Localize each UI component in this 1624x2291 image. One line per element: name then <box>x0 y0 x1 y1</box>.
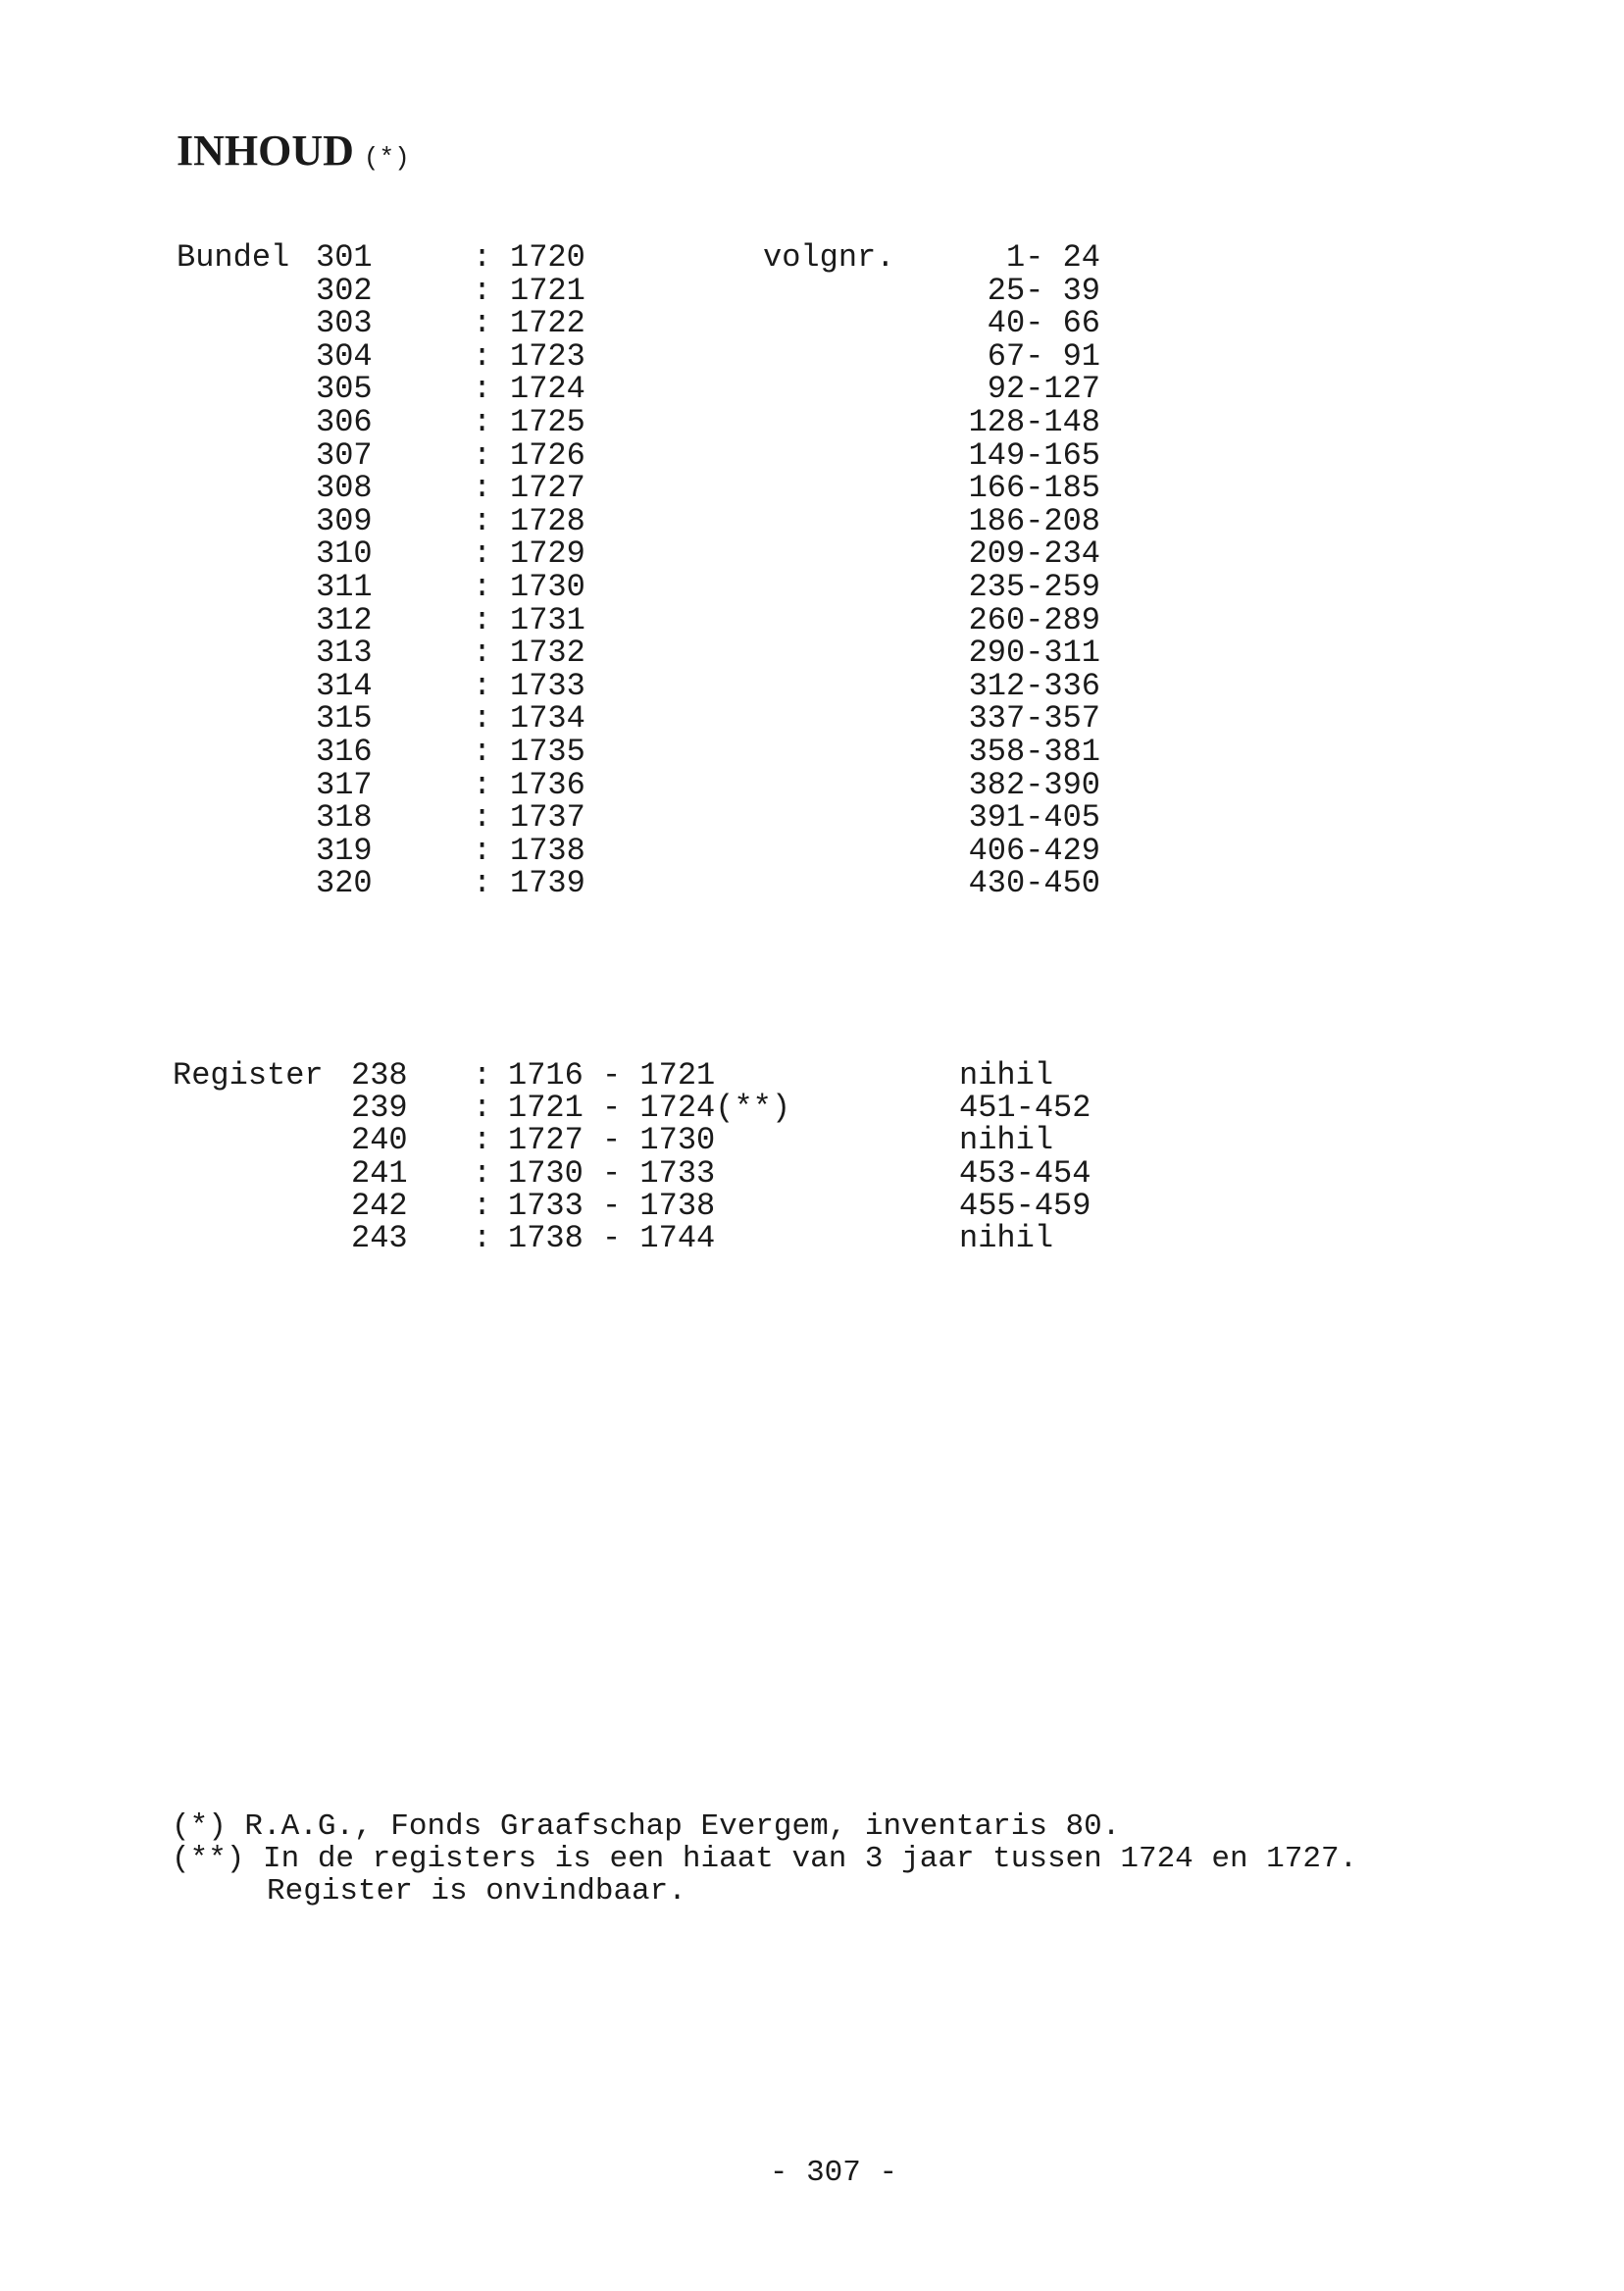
volgnr-range: 406-429 <box>968 832 1100 869</box>
separator-colon: : <box>473 535 492 573</box>
volgnr-range: 337-357 <box>968 700 1100 738</box>
volgnr-range: 391-405 <box>968 799 1100 837</box>
bundel-year: 1735 <box>510 734 585 770</box>
volgnr-range: 92-127 <box>987 371 1100 408</box>
bundel-year: 1725 <box>510 404 585 440</box>
bundel-row <box>0 571 1624 604</box>
separator-colon: : <box>473 1187 492 1224</box>
separator-colon: : <box>473 436 492 474</box>
page-title <box>177 126 410 176</box>
bundel-year: 1720 <box>510 239 585 276</box>
bundel-year: 1730 <box>510 569 585 605</box>
separator-colon: : <box>473 1122 492 1159</box>
register-row <box>0 1187 1624 1224</box>
bundel-label: Bundel <box>177 239 290 276</box>
separator-colon: : <box>473 1090 492 1127</box>
separator-colon: : <box>473 700 492 738</box>
volgnr-range: 166-185 <box>968 470 1100 507</box>
register-years: 1727 - 1730 <box>508 1122 716 1159</box>
volgnr-range: 128-148 <box>968 404 1100 440</box>
bundel-number: 312 <box>316 601 373 638</box>
bundel-row <box>0 601 1624 638</box>
separator-colon: : <box>473 601 492 638</box>
bundel-year: 1738 <box>510 832 585 869</box>
volgnr-range: 312-336 <box>968 667 1100 704</box>
volgnr-range: 358-381 <box>968 734 1100 770</box>
bundel-row <box>0 241 1624 275</box>
bundel-row <box>0 702 1624 736</box>
bundel-year: 1732 <box>510 635 585 672</box>
separator-colon: : <box>473 766 492 803</box>
title-text: INHOUD <box>177 127 354 175</box>
bundel-year: 1734 <box>510 700 585 738</box>
separator-colon: : <box>473 865 492 902</box>
register-volgnr: 451-452 <box>959 1090 1091 1127</box>
separator-colon: : <box>473 667 492 704</box>
footnote-2-line-2: Register is onvindbaar. <box>267 1874 686 1909</box>
register-label: Register <box>173 1057 324 1094</box>
separator-colon: : <box>473 502 492 539</box>
volgnr-range: 382-390 <box>968 766 1100 803</box>
bundel-row <box>0 337 1624 375</box>
bundel-year: 1727 <box>510 470 585 507</box>
register-number: 241 <box>351 1154 408 1192</box>
bundel-row <box>0 636 1624 670</box>
volgnr-range: 235-259 <box>968 569 1100 605</box>
volgnr-range: 40- 66 <box>987 305 1100 342</box>
bundel-row <box>0 406 1624 439</box>
register-row <box>0 1222 1624 1255</box>
register-row <box>0 1124 1624 1157</box>
volgnr-range: 260-289 <box>968 601 1100 638</box>
bundel-row <box>0 736 1624 769</box>
bundel-number: 301 <box>316 239 373 276</box>
bundel-number: 307 <box>316 436 373 474</box>
volgnr-range: 1- 24 <box>1005 239 1100 276</box>
register-number: 240 <box>351 1122 408 1159</box>
bundel-row <box>0 667 1624 704</box>
bundel-number: 310 <box>316 535 373 573</box>
bundel-number: 317 <box>316 766 373 803</box>
register-row <box>0 1154 1624 1192</box>
register-row <box>0 1059 1624 1093</box>
register-years: 1721 - 1724(**) <box>508 1090 791 1127</box>
separator-colon: : <box>473 272 492 309</box>
bundel-number: 305 <box>316 371 373 408</box>
bundel-number: 309 <box>316 502 373 539</box>
bundel-row <box>0 272 1624 309</box>
bundel-year: 1724 <box>510 371 585 408</box>
bundel-year: 1729 <box>510 535 585 573</box>
register-row <box>0 1092 1624 1125</box>
volgnr-range: 25- 39 <box>987 272 1100 309</box>
bundel-number: 303 <box>316 305 373 342</box>
separator-colon: : <box>473 832 492 869</box>
separator-colon: : <box>473 1154 492 1192</box>
register-volgnr: 455-459 <box>959 1187 1091 1224</box>
footnote-2-line-1: (**) In de registers is een hiaat van 3 jaar tussen 1724 en 1727. <box>172 1842 1358 1876</box>
register-years: 1733 - 1738 <box>508 1187 716 1224</box>
volgnr-range: 67- 91 <box>987 337 1100 375</box>
separator-colon: : <box>473 337 492 375</box>
bundel-row <box>0 801 1624 835</box>
bundel-number: 311 <box>316 569 373 605</box>
bundel-year: 1728 <box>510 502 585 539</box>
separator-colon: : <box>473 470 492 507</box>
bundel-year: 1721 <box>510 272 585 309</box>
register-volgnr: nihil <box>959 1220 1054 1256</box>
separator-colon: : <box>473 569 492 605</box>
bundel-year: 1736 <box>510 766 585 803</box>
register-number: 243 <box>351 1220 408 1256</box>
bundel-year: 1723 <box>510 337 585 375</box>
bundel-row <box>0 537 1624 571</box>
bundel-number: 315 <box>316 700 373 738</box>
bundel-row <box>0 472 1624 505</box>
bundel-row <box>0 766 1624 803</box>
footnote-1: (*) R.A.G., Fonds Graafschap Evergem, inventaris 80. <box>172 1809 1121 1844</box>
register-number: 242 <box>351 1187 408 1224</box>
separator-colon: : <box>473 305 492 342</box>
register-years: 1716 - 1721 <box>508 1057 716 1094</box>
bundel-row <box>0 436 1624 474</box>
volgnr-range: 149-165 <box>968 436 1100 474</box>
volgnr-label: volgnr. <box>763 239 895 276</box>
volgnr-range: 430-450 <box>968 865 1100 902</box>
bundel-row <box>0 502 1624 539</box>
register-volgnr: nihil <box>959 1057 1054 1094</box>
bundel-year: 1739 <box>510 865 585 902</box>
bundel-row <box>0 307 1624 340</box>
bundel-number: 304 <box>316 337 373 375</box>
separator-colon: : <box>473 1220 492 1256</box>
bundel-year: 1731 <box>510 601 585 638</box>
bundel-number: 306 <box>316 404 373 440</box>
bundel-year: 1726 <box>510 436 585 474</box>
separator-colon: : <box>473 635 492 672</box>
bundel-number: 316 <box>316 734 373 770</box>
register-volgnr: 453-454 <box>959 1154 1091 1192</box>
bundel-number: 308 <box>316 470 373 507</box>
title-footnote-marker: (*) <box>363 143 410 173</box>
separator-colon: : <box>473 404 492 440</box>
bundel-number: 302 <box>316 272 373 309</box>
page-number: - 307 - <box>769 2156 898 2190</box>
register-volgnr: nihil <box>959 1122 1054 1159</box>
separator-colon: : <box>473 799 492 837</box>
separator-colon: : <box>473 239 492 276</box>
bundel-row <box>0 832 1624 869</box>
separator-colon: : <box>473 371 492 408</box>
volgnr-range: 290-311 <box>968 635 1100 672</box>
register-number: 238 <box>351 1057 408 1094</box>
separator-colon: : <box>473 734 492 770</box>
register-number: 239 <box>351 1090 408 1127</box>
bundel-year: 1722 <box>510 305 585 342</box>
separator-colon: : <box>473 1057 492 1094</box>
bundel-number: 318 <box>316 799 373 837</box>
register-years: 1738 - 1744 <box>508 1220 716 1256</box>
bundel-number: 314 <box>316 667 373 704</box>
bundel-number: 320 <box>316 865 373 902</box>
register-years: 1730 - 1733 <box>508 1154 716 1192</box>
bundel-year: 1737 <box>510 799 585 837</box>
bundel-number: 313 <box>316 635 373 672</box>
bundel-number: 319 <box>316 832 373 869</box>
bundel-row <box>0 867 1624 900</box>
volgnr-range: 209-234 <box>968 535 1100 573</box>
bundel-year: 1733 <box>510 667 585 704</box>
bundel-row <box>0 373 1624 406</box>
volgnr-range: 186-208 <box>968 502 1100 539</box>
